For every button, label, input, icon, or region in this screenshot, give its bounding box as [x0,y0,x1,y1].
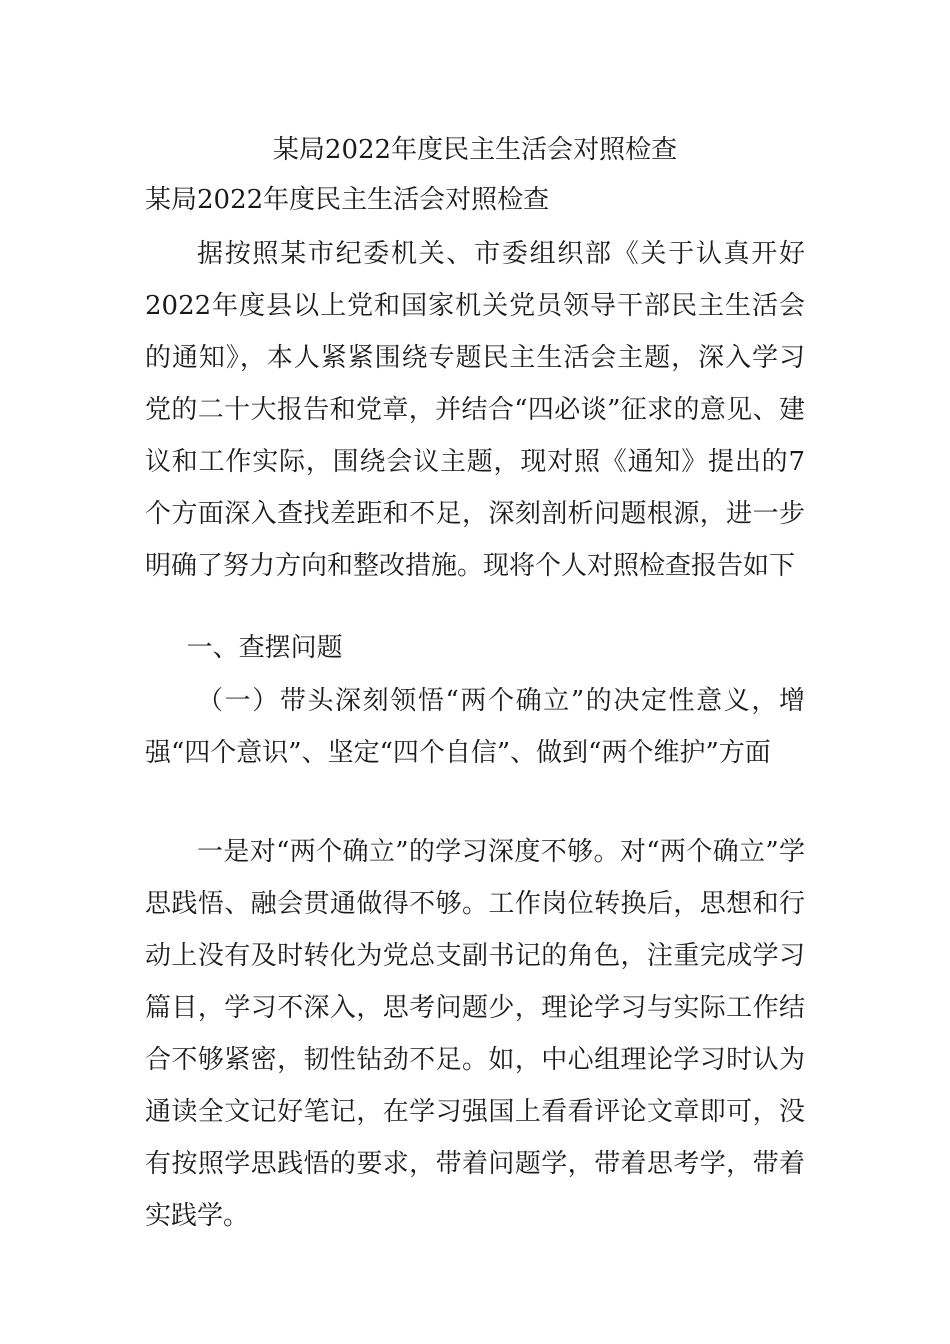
body-paragraph: 一是对“两个确立”的学习深度不够。对“两个确立”学思践悟、融会贯通做得不够。工作岗位转换后，思想和行动上没有及时转化为党总支副书记的角色，注重完成学习篇目，学习不深入，思考问题少，理论学习与实际工作结合不够紧密，韧性钻劲不足。如，中心组理论学习时认为通读全文记好笔记，在学习强国上看看评论文章即可，没有按照学思践悟的要求，带着问题学，带着思考学，带着实践学。 [145,837,805,1231]
intro-paragraph: 据按照某市纪委机关、市委组织部《关于认真开好2022年度县以上党和国家机关党员领导干部民主生活会的通知》，本人紧紧围绕专题民主生活会主题，深入学习党的二十大报告和党章，并结合“四必谈”征求的意见、建议和工作实际，围绕会议主题，现对照《通知》提出的7个方面深入查找差距和不足，深刻剖析问题根源，进一步明确了努力方向和整改措施。现将个人对照检查报告如下 [145,239,805,581]
document-subtitle: 某局2022年度民主生活会对照检查 [145,185,550,215]
document-title: 某局2022年度民主生活会对照检查 [272,135,678,165]
section-heading: 一、查摆问题 [186,633,343,663]
subsection-heading: （一）带头深刻领悟“两个确立”的决定性意义，增强“四个意识”、坚定“四个自信”、做到“两个维护”方面 [145,686,805,768]
